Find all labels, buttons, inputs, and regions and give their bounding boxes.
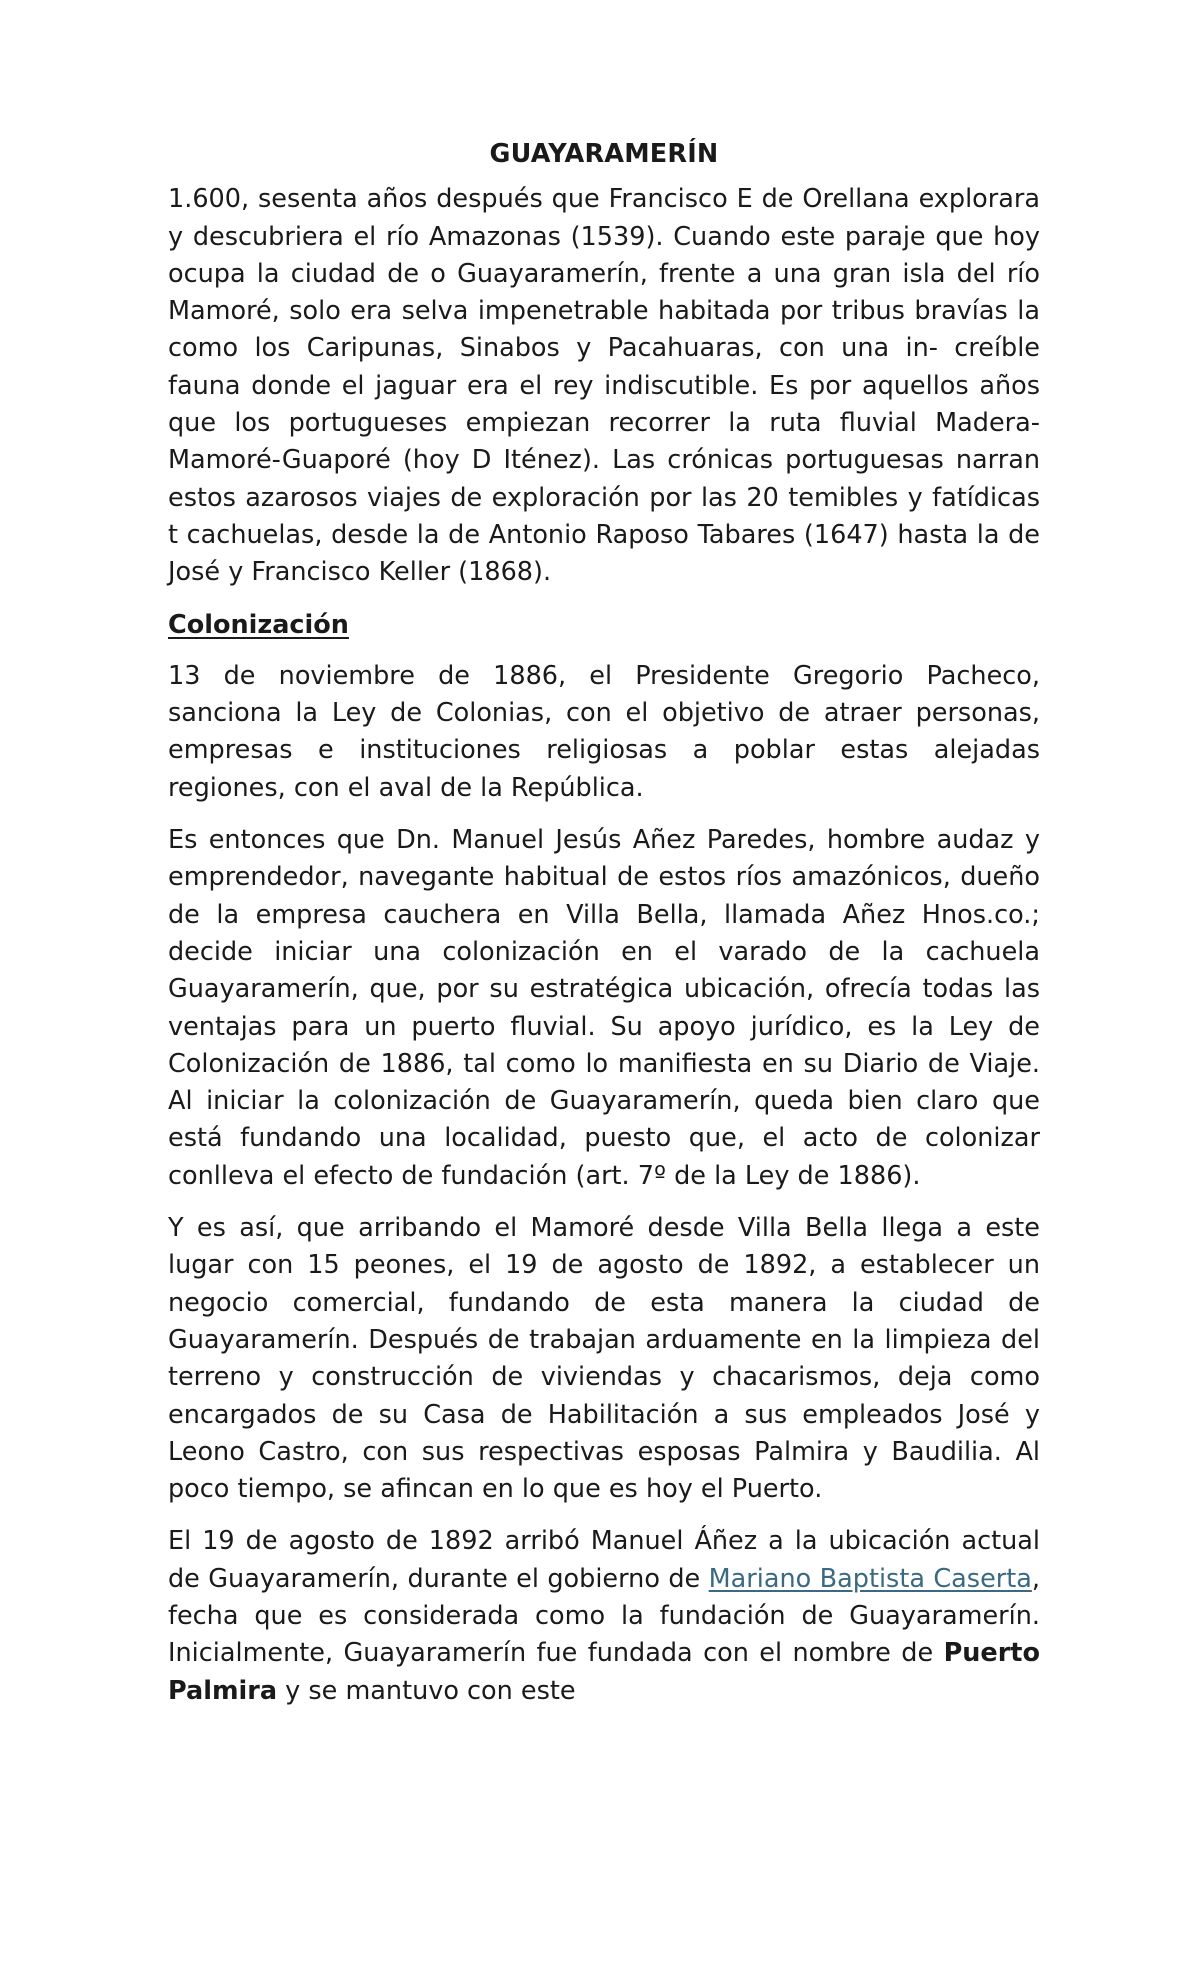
paragraph-fundacion: Y es así, que arribando el Mamoré desde Villa Bella llega a este lugar con 15 peones, el 19 de agosto de 1892, a establecer un negocio comercial, fundando de esta manera la ciudad de Guayaramerín. Después de trabajan arduamente en la limpieza del terreno y construcción de viviendas y chacarismos, deja como encargados de su Casa de Habilitación a sus empleados José y Leono Castro, con sus respectivas esposas Palmira y Baudilia. Al poco tiempo, se afincan en lo que es hoy el Puerto. bbox=[168, 1213, 1040, 1505]
puerto-palmira-bold: Puerto Palmira bbox=[168, 1638, 1040, 1706]
document-page bbox=[168, 136, 1040, 1725]
mariano-baptista-link[interactable]: Mariano Baptista Caserta bbox=[708, 1563, 1032, 1594]
paragraph-manuel-anez: Es entonces que Dn. Manuel Jesús Añez Paredes, hombre audaz y emprendedor, navegante habitual de estos ríos amazónicos, dueño de la empresa cauchera en Villa Bella, llamada Añez Hnos.co.; decide iniciar una colonización en el varado de la cachuela Guayaramerín, que, por su estratégica ubicación, ofrecía todas las ventajas para un puerto fluvial. Su apoyo jurídico, es la Ley de Colonización de 1886, tal como lo manifiesta en su Diario de Viaje. Al iniciar la colonización de Guayaramerín, queda bien claro que está fundando una localidad, puesto que, el acto de colonizar conlleva el efecto de fundación (art. 7º de la Ley de 1886). bbox=[168, 825, 1040, 1191]
last-paragraph-text-start: El 19 de agosto de 1892 arribó Manuel Áñez a la ubicación actual de Guayaramerín, durante el gobierno de bbox=[168, 1526, 1040, 1594]
paragraph-ley-de-colonias: 13 de noviembre de 1886, el Presidente Gregorio Pacheco, sanciona la Ley de Colonias, con el objetivo de atraer personas, empresas e instituciones religiosas a poblar estas alejadas regiones, con el aval de la República. bbox=[168, 660, 1040, 803]
document-title: GUAYARAMERÍN bbox=[489, 139, 719, 169]
last-paragraph-text-end: y se mantuvo con este bbox=[277, 1675, 576, 1706]
last-paragraph-text-middle: , fecha que es considerada como la fundación de Guayaramerín. Inicialmente, Guayaramerín fue fundada con el nombre de bbox=[168, 1563, 1040, 1669]
section-heading-colonizacion: Colonización bbox=[168, 609, 349, 640]
intro-paragraph: 1.600, sesenta años después que Francisco E de Orellana explorara y descubriera el río Amazonas (1539). Cuando este paraje que hoy ocupa la ciudad de o Guayaramerín, frente a una gran isla del río Mamoré, solo era selva impenetrable habitada por tribus bravías la como los Caripunas, Sinabos y Pacahuaras, con una in- creíble fauna donde el jaguar era el rey indiscutible. Es por aquellos años que los portugueses empiezan recorrer la ruta fluvial Madera-Mamoré-Guaporé (hoy D Iténez). Las crónicas portuguesas narran estos azarosos viajes de exploración por las 20 temibles y fatídicas t cachuelas, desde la de Antonio Raposo Tabares (1647) hasta la de José y Francisco Keller (1868). bbox=[168, 184, 1040, 588]
paragraph-puerto-palmira bbox=[168, 1523, 1040, 1709]
